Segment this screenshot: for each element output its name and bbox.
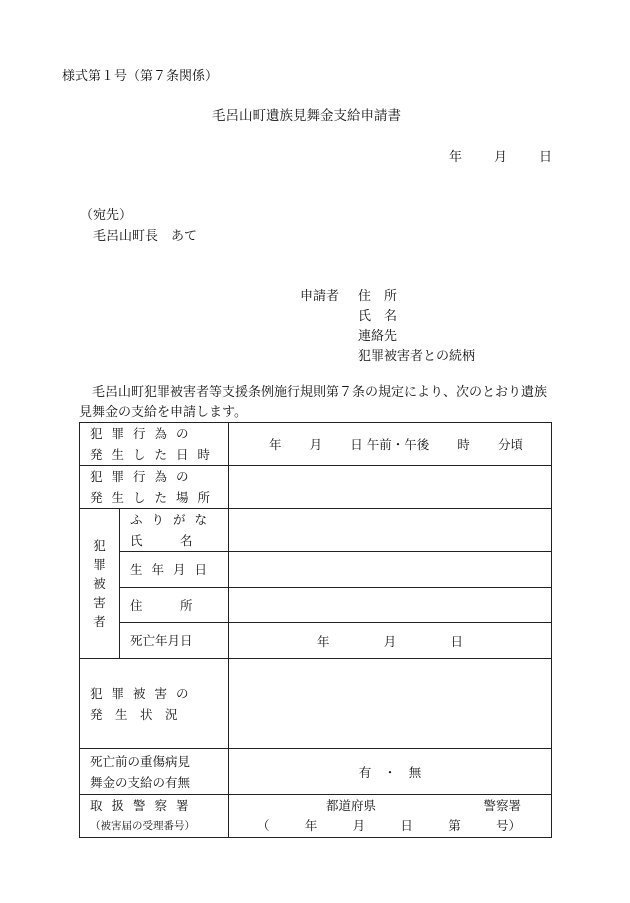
- date-year: 年: [449, 150, 463, 165]
- row-crime-place: [80, 466, 552, 509]
- row-crime-datetime: [80, 423, 552, 466]
- row-victim-name: [80, 509, 552, 552]
- crime-datetime-label: 犯罪行為の 発生した日時: [80, 423, 229, 466]
- application-table: [79, 422, 552, 838]
- victim-group-label: 犯 罪 被 害 者: [80, 509, 120, 659]
- row-prior-benefit: [80, 749, 552, 795]
- row-victim-death-date: [80, 623, 552, 659]
- applicant-label: 申請者: [300, 289, 340, 304]
- crime-place-label: 犯罪行為の 発生した場所: [80, 466, 229, 509]
- victim-birthdate-field[interactable]: [229, 552, 552, 588]
- victim-name-label: ふりがな 氏 名: [120, 509, 229, 552]
- row-victim-birthdate: [80, 552, 552, 588]
- victim-address-label: 住 所: [120, 588, 229, 623]
- applicant-name: 氏 名: [358, 309, 398, 324]
- applicant-contact: 連絡先: [358, 329, 398, 344]
- police-station-field[interactable]: 都道府県 警察署 （ 年 月 日 第 号）: [229, 795, 552, 838]
- prior-benefit-label: 死亡前の重傷病見 舞金の支給の有無: [80, 749, 229, 795]
- damage-situation-field[interactable]: [229, 659, 552, 749]
- addressee-name: 毛呂山町長 あて: [93, 229, 198, 244]
- applicant-relation: 犯罪被害者との続柄: [358, 349, 476, 364]
- victim-death-date-field[interactable]: 年 月 日: [229, 623, 552, 659]
- applicant-address: 住 所: [358, 289, 398, 304]
- form-number: 様式第１号（第７条関係）: [62, 69, 219, 84]
- victim-address-field[interactable]: [229, 588, 552, 623]
- victim-birthdate-label: 生年月日: [120, 552, 229, 588]
- date-month: 月: [494, 150, 508, 165]
- damage-situation-label: 犯罪被害の 発 生 状 況: [80, 659, 229, 749]
- row-police-station: [80, 795, 552, 838]
- crime-place-field[interactable]: [229, 466, 552, 509]
- prior-benefit-choice[interactable]: 有 ・ 無: [229, 749, 552, 795]
- victim-death-date-label: 死亡年月日: [120, 623, 229, 659]
- addressee-label: （宛先）: [80, 208, 133, 223]
- page-title: 毛呂山町遺族見舞金支給申請書: [212, 108, 401, 124]
- crime-datetime-field[interactable]: 年 月 日 午前・午後 時 分頃: [229, 423, 552, 466]
- date-day: 日: [539, 150, 553, 165]
- row-damage-situation: [80, 659, 552, 749]
- body-text: 毛呂山町犯罪被害者等支援条例施行規則第７条の規定により、次のとおり遺族見舞金の支給を申請します。: [79, 385, 548, 420]
- row-victim-address: [80, 588, 552, 623]
- police-station-label: 取扱警察署 （被害届の受理番号）: [80, 795, 229, 838]
- victim-name-field[interactable]: [229, 509, 552, 552]
